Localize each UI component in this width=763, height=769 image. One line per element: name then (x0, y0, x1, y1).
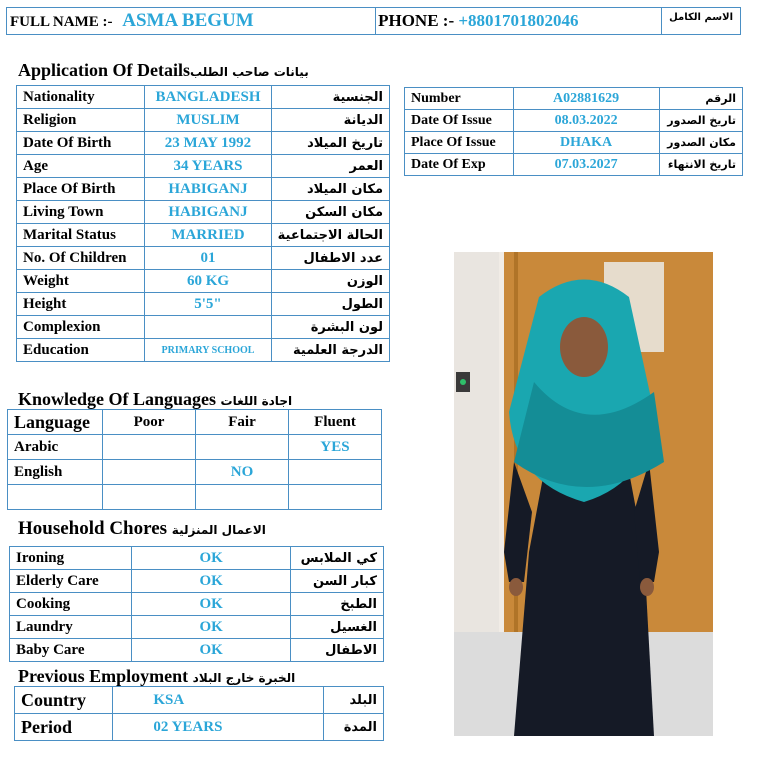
chores-value: OK (132, 547, 291, 570)
passport-label: Date Of Exp (405, 154, 514, 176)
employment-value: 02 YEARS (113, 714, 324, 741)
passport-value: 07.03.2027 (513, 154, 659, 176)
application-label: Education (17, 339, 145, 362)
application-value: 23 MAY 1992 (145, 132, 271, 155)
languages-header-row (8, 410, 382, 435)
application-row (17, 201, 390, 224)
chores-title-ar: الاعمال المنزلية (171, 523, 266, 537)
chores-label: Cooking (10, 593, 132, 616)
phone-label: PHONE :- (378, 11, 455, 30)
application-label-ar: مكان الميلاد (271, 178, 389, 201)
passport-row (405, 132, 743, 154)
application-label: Height (17, 293, 145, 316)
application-label-ar: الدرجة العلمية (271, 339, 389, 362)
languages-cell-poor (103, 460, 196, 485)
application-row (17, 224, 390, 247)
application-label-ar: تاريخ الميلاد (271, 132, 389, 155)
chores-label-ar: كبار السن (291, 570, 384, 593)
languages-header-cell: Language (8, 410, 103, 435)
languages-table (7, 409, 382, 510)
chores-label-ar: الغسيل (291, 616, 384, 639)
application-row (17, 109, 390, 132)
application-label-ar: الوزن (271, 270, 389, 293)
languages-row (8, 460, 382, 485)
application-value: 34 YEARS (145, 155, 271, 178)
application-row (17, 155, 390, 178)
passport-value: DHAKA (513, 132, 659, 154)
application-label: Place Of Birth (17, 178, 145, 201)
chores-value: OK (132, 616, 291, 639)
application-value: MUSLIM (145, 109, 271, 132)
name-ar-cell (662, 8, 741, 35)
phone-cell (376, 8, 662, 35)
languages-row (8, 435, 382, 460)
phone-value: +8801701802046 (458, 11, 579, 30)
application-title (18, 60, 309, 81)
passport-table (404, 87, 743, 176)
application-label: Date Of Birth (17, 132, 145, 155)
employment-title (18, 666, 295, 687)
passport-value: 08.03.2022 (513, 110, 659, 132)
application-label-ar: الجنسية (271, 86, 389, 109)
application-label: Complexion (17, 316, 145, 339)
application-label: Living Town (17, 201, 145, 224)
application-label: Religion (17, 109, 145, 132)
languages-cell-poor (103, 485, 196, 510)
application-row (17, 247, 390, 270)
chores-row (10, 639, 384, 662)
chores-label: Elderly Care (10, 570, 132, 593)
employment-table (14, 686, 384, 741)
employment-value: KSA (113, 687, 324, 714)
chores-label: Laundry (10, 616, 132, 639)
employment-title-ar: الخبرة خارج البلاد (192, 671, 296, 685)
languages-title-ar: اجادة اللغات (220, 394, 293, 408)
application-value: 5'5" (145, 293, 271, 316)
languages-cell-name: English (8, 460, 103, 485)
employment-label: Country (15, 687, 113, 714)
application-value: HABIGANJ (145, 178, 271, 201)
chores-label-ar: الطبخ (291, 593, 384, 616)
chores-row (10, 616, 384, 639)
employment-label-ar: البلد (324, 687, 384, 714)
application-label-ar: لون البشرة (271, 316, 389, 339)
chores-label-ar: كي الملابس (291, 547, 384, 570)
languages-header-cell: Fluent (289, 410, 382, 435)
application-value: PRIMARY SCHOOL (145, 339, 271, 362)
application-value: MARRIED (145, 224, 271, 247)
name-ar: الاسم الكامل (669, 12, 734, 23)
employment-label: Period (15, 714, 113, 741)
chores-label: Ironing (10, 547, 132, 570)
application-row (17, 178, 390, 201)
passport-label: Place Of Issue (405, 132, 514, 154)
application-title-ar: بيانات صاحب الطلب (190, 65, 309, 79)
chores-title-en: Household Chores (18, 518, 168, 539)
chores-value: OK (132, 570, 291, 593)
passport-row (405, 110, 743, 132)
name-label: FULL NAME :- (10, 14, 113, 30)
name-cell (7, 8, 376, 35)
chores-row (10, 547, 384, 570)
application-row (17, 132, 390, 155)
passport-row (405, 154, 743, 176)
application-value: HABIGANJ (145, 201, 271, 224)
languages-row (8, 485, 382, 510)
application-label-ar: العمر (271, 155, 389, 178)
application-row (17, 86, 390, 109)
chores-row (10, 593, 384, 616)
passport-label-ar: تاريخ الصدور (659, 110, 743, 132)
passport-row (405, 88, 743, 110)
application-label-ar: الحالة الاجتماعية (271, 224, 389, 247)
passport-label-ar: تاريخ الانتهاء (659, 154, 743, 176)
passport-label-ar: الرقم (659, 88, 743, 110)
languages-cell-fair (196, 485, 289, 510)
application-label: Age (17, 155, 145, 178)
employment-label-ar: المدة (324, 714, 384, 741)
chores-row (10, 570, 384, 593)
chores-title (18, 518, 266, 540)
application-label-ar: مكان السكن (271, 201, 389, 224)
languages-header-cell: Fair (196, 410, 289, 435)
candidate-photo-illustration (454, 252, 713, 736)
chores-label: Baby Care (10, 639, 132, 662)
languages-cell-fair: NO (196, 460, 289, 485)
application-value (145, 316, 271, 339)
application-table (16, 85, 390, 362)
application-title-en: Application Of Details (18, 60, 191, 80)
employment-row (15, 687, 384, 714)
languages-cell-fluent (289, 460, 382, 485)
chores-value: OK (132, 593, 291, 616)
passport-label-ar: مكان الصدور (659, 132, 743, 154)
passport-value: A02881629 (513, 88, 659, 110)
application-label: Marital Status (17, 224, 145, 247)
application-row (17, 270, 390, 293)
application-label-ar: الطول (271, 293, 389, 316)
passport-label: Number (405, 88, 514, 110)
application-value: 60 KG (145, 270, 271, 293)
languages-cell-name (8, 485, 103, 510)
languages-cell-fluent (289, 485, 382, 510)
candidate-photo (454, 252, 713, 736)
application-value: BANGLADESH (145, 86, 271, 109)
employment-title-en: Previous Employment (18, 666, 189, 686)
languages-title-en: Knowledge Of Languages (18, 389, 217, 409)
chores-value: OK (132, 639, 291, 662)
application-label: Nationality (17, 86, 145, 109)
languages-title (18, 389, 292, 410)
application-row (17, 316, 390, 339)
name-value: ASMA BEGUM (122, 10, 254, 31)
header-table (6, 7, 741, 35)
application-label: No. Of Children (17, 247, 145, 270)
application-row (17, 293, 390, 316)
application-label-ar: الديانة (271, 109, 389, 132)
passport-label: Date Of Issue (405, 110, 514, 132)
chores-table (9, 546, 384, 662)
application-row (17, 339, 390, 362)
languages-header-cell: Poor (103, 410, 196, 435)
languages-cell-fair (196, 435, 289, 460)
application-value: 01 (145, 247, 271, 270)
application-label: Weight (17, 270, 145, 293)
languages-cell-fluent: YES (289, 435, 382, 460)
application-label-ar: عدد الاطفال (271, 247, 389, 270)
languages-cell-poor (103, 435, 196, 460)
chores-label-ar: الاطفال (291, 639, 384, 662)
employment-row (15, 714, 384, 741)
languages-cell-name: Arabic (8, 435, 103, 460)
